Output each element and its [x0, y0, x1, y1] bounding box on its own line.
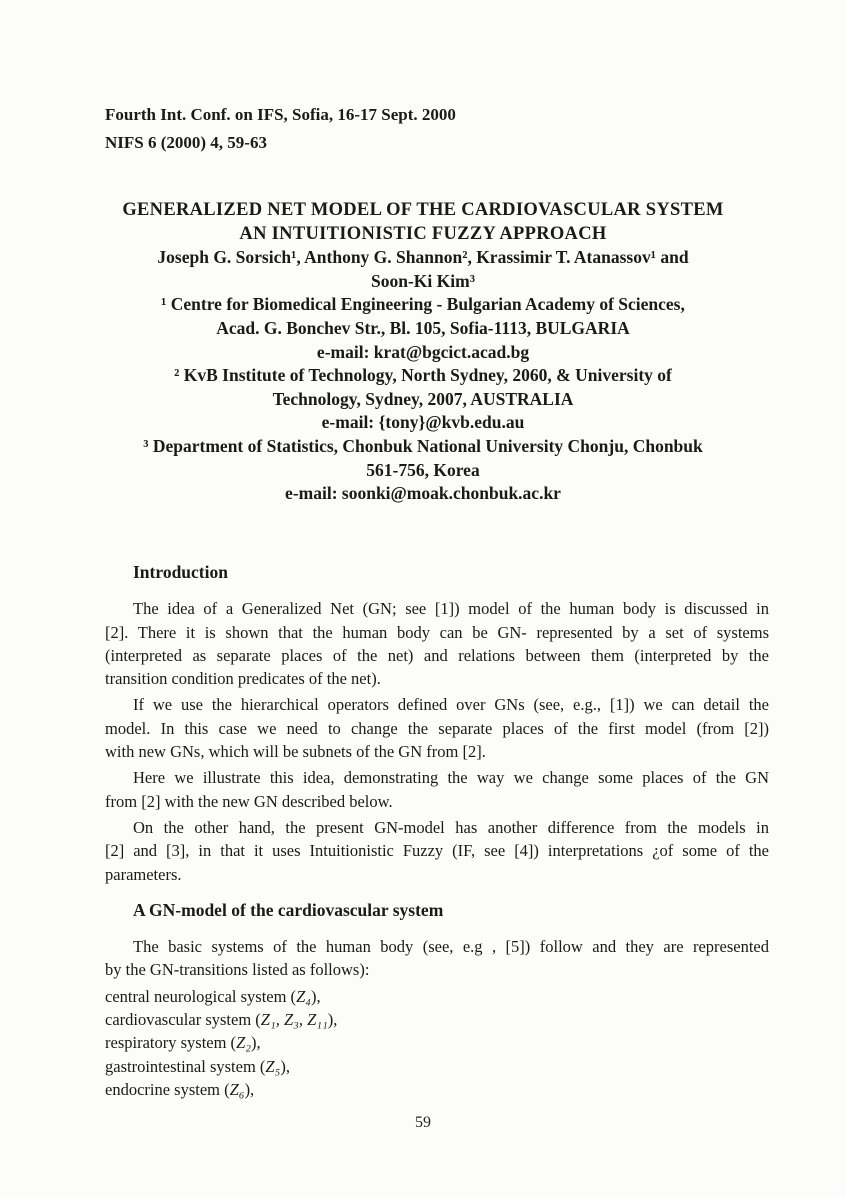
list-item-text: ),: [250, 1033, 261, 1053]
page-number: 59: [415, 1114, 431, 1131]
body-line: [2] and [3], in that it uses Intuitionistic Fuzzy (IF, see [4]) interpretations ¿of some of the: [105, 841, 769, 861]
body-line: from [2] with the new GN described below.: [105, 791, 393, 811]
journal-line: NIFS 6 (2000) 4, 59-63: [105, 133, 267, 152]
paragraph: [105, 766, 769, 813]
list-item-text: respiratory system (: [105, 1033, 237, 1053]
body-line: model. In this case we need to change the separate places of the first model (from [2]): [105, 718, 769, 738]
title-block: [92, 199, 754, 506]
math-symbol: Z₆: [229, 1079, 245, 1099]
list-item-text: cardiovascular system (: [105, 1010, 261, 1030]
paragraph: [105, 816, 769, 886]
list-item-text: central neurological system (: [105, 986, 297, 1006]
affiliation-line: ³ Department of Statistics, Chonbuk National University Chonju, Chonbuk: [143, 435, 703, 456]
body-line: by the GN-transitions listed as follows):: [105, 960, 370, 980]
system-list-item: [105, 1055, 769, 1078]
body-line: Here we illustrate this idea, demonstrating the way we change some places of the GN: [133, 768, 769, 788]
section-heading: Introduction: [133, 562, 228, 582]
authors-line1: Joseph G. Sorsich¹, Anthony G. Shannon², Krassimir T. Atanassov¹ and: [157, 247, 689, 268]
body-line: parameters.: [105, 864, 182, 884]
paper-title-line1: GENERALIZED NET MODEL OF THE CARDIOVASCULAR SYSTEM: [122, 200, 724, 220]
math-symbol: Z₂: [236, 1033, 251, 1053]
affiliation-line: e-mail: krat@bgcict.acad.bg: [316, 341, 530, 362]
list-item-text: endocrine system (: [105, 1079, 230, 1099]
section-heading: A GN-model of the cardiovascular system: [133, 899, 444, 920]
system-list-item: [105, 1031, 769, 1054]
body-line: [2]. There it is shown that the human body can be GN- represented by a set of systems: [105, 622, 769, 642]
system-list-item: [105, 1008, 769, 1031]
body-line: with new GNs, which will be subnets of the GN from [2].: [105, 742, 486, 762]
conference-line: Fourth Int. Conf. on IFS, Sofia, 16-17 Sept. 2000: [105, 105, 456, 124]
affiliation-line: e-mail: {tony}@kvb.edu.au: [321, 412, 525, 433]
paragraph: [105, 935, 769, 982]
list-item-text: gastrointestinal system (: [105, 1056, 266, 1076]
paper-body: [105, 561, 769, 1101]
list-item-text: ),: [244, 1079, 255, 1099]
affiliation-line: ² KvB Institute of Technology, North Sydney, 2060, & University of: [174, 365, 672, 386]
math-symbol: Z₅: [265, 1056, 281, 1076]
page-header: [105, 101, 456, 157]
affiliation-line: Acad. G. Bonchev Str., Bl. 105, Sofia-1113, BULGARIA: [216, 317, 630, 338]
body-line: transition condition predicates of the net).: [105, 669, 381, 689]
body-line: The idea of a Generalized Net (GN; see [1]) model of the human body is discussed in: [133, 599, 769, 619]
list-item-text: ),: [280, 1056, 290, 1076]
system-list-item: [105, 985, 769, 1008]
list-item-text: ),: [327, 1010, 338, 1030]
system-list-item: [105, 1078, 769, 1101]
paper-title-line2: AN INTUITIONISTIC FUZZY APPROACH: [239, 223, 607, 244]
affiliation-line: Technology, Sydney, 2007, AUSTRALIA: [272, 388, 574, 409]
body-line: On the other hand, the present GN-model has another difference from the models in: [133, 817, 769, 837]
list-item-text: ),: [310, 986, 321, 1006]
authors-line2: Soon-Ki Kim³: [371, 270, 475, 291]
affiliations: [92, 293, 754, 505]
math-symbol: Z₄: [296, 986, 311, 1006]
body-line: (interpreted as separate places of the net) and relations between them (interpreted by the: [105, 645, 769, 665]
affiliation-line: 561-756, Korea: [366, 459, 480, 480]
affiliation-line: e-mail: soonki@moak.chonbuk.ac.kr: [285, 483, 561, 504]
body-line: If we use the hierarchical operators defined over GNs (see, e.g., [1]) we can detail the: [133, 695, 769, 715]
body-line: The basic systems of the human body (see, e.g , [5]) follow and they are represented: [133, 937, 769, 957]
math-symbol: Z₁, Z₃, Z₁₁: [260, 1010, 328, 1030]
paragraph: [105, 597, 769, 690]
affiliation-line: ¹ Centre for Biomedical Engineering - Bulgarian Academy of Sciences,: [161, 294, 685, 315]
paragraph: [105, 693, 769, 763]
